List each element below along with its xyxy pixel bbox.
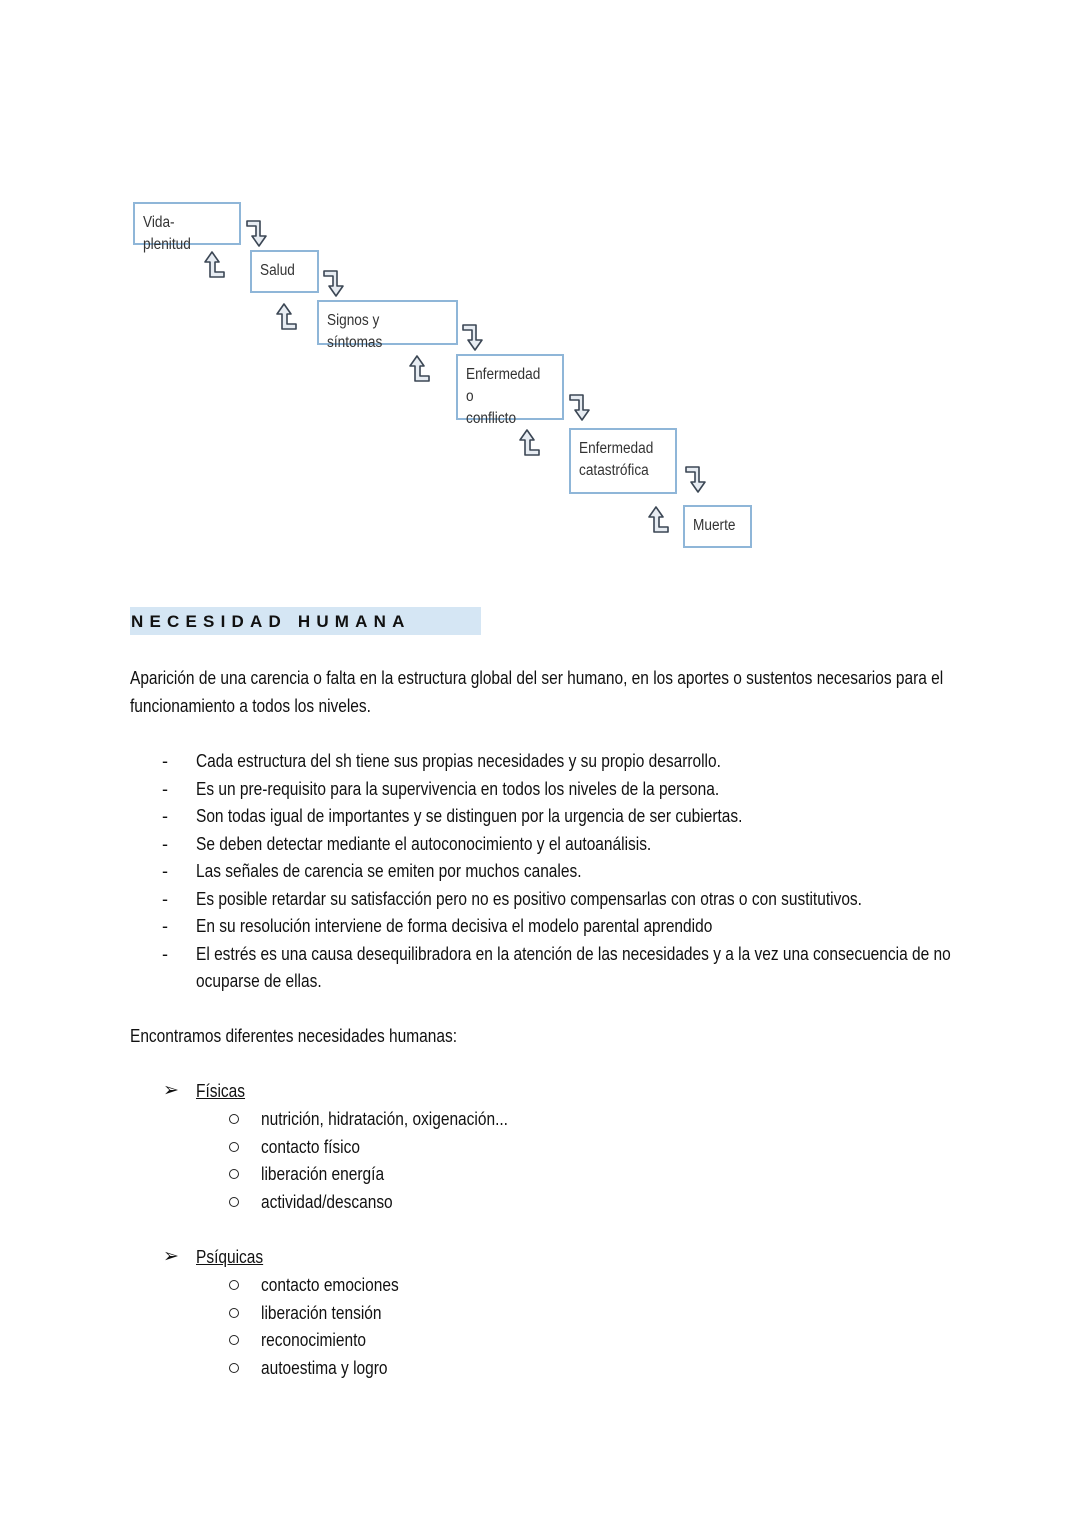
category-psiquicas: Psíquicas xyxy=(196,1247,264,1267)
sub-list-item: liberación tensión xyxy=(261,1303,382,1323)
circle-bullet-icon xyxy=(229,1280,239,1290)
diagram-box-signos: Signos y síntomas xyxy=(317,300,458,345)
section-heading xyxy=(130,607,481,635)
arrow-up-icon xyxy=(515,428,541,458)
list-item: Se deben detectar mediante el autoconocimiento y el autoanálisis. xyxy=(196,834,652,854)
circle-bullet-icon xyxy=(229,1308,239,1318)
arrow-down-icon xyxy=(245,218,271,248)
circle-bullet-icon xyxy=(229,1114,239,1124)
section-title: NECESIDAD HUMANA xyxy=(131,612,411,631)
circle-bullet-icon xyxy=(229,1169,239,1179)
list-item: Las señales de carencia se emiten por muchos canales. xyxy=(196,861,582,881)
list-item: Es posible retardar su satisfacción pero no es positivo compensarlas con otras o con sustitutivos. xyxy=(196,889,862,909)
list-item: En su resolución interviene de forma decisiva el modelo parental aprendido xyxy=(196,916,713,936)
circle-bullet-icon xyxy=(229,1363,239,1373)
diagram-box-enfermedad-conflicto: Enfermedad o conflicto xyxy=(456,354,564,420)
bullet-marker: - xyxy=(162,916,168,936)
arrow-down-icon xyxy=(322,268,348,298)
arrow-up-icon xyxy=(644,505,670,535)
bullet-marker: - xyxy=(162,944,168,964)
category-fisicas: Físicas xyxy=(196,1081,246,1101)
health-staircase-diagram xyxy=(0,0,1080,600)
list-item: Son todas igual de importantes y se distinguen por la urgencia de ser cubiertas. xyxy=(196,806,743,826)
arrow-down-icon xyxy=(461,322,487,352)
arrow-up-icon xyxy=(405,354,431,384)
list-item: Cada estructura del sh tiene sus propias necesidades y su propio desarrollo. xyxy=(196,751,721,771)
arrowhead-bullet-icon: ➢ xyxy=(163,1080,179,1101)
intro-text-line-2: funcionamiento a todos los niveles. xyxy=(130,696,371,716)
bullet-marker: - xyxy=(162,806,168,826)
bullet-marker: - xyxy=(162,751,168,771)
sub-list-item: reconocimiento xyxy=(261,1330,366,1350)
bullet-marker: - xyxy=(162,779,168,799)
bullet-marker: - xyxy=(162,889,168,909)
diagram-box-muerte: Muerte xyxy=(683,505,752,548)
circle-bullet-icon xyxy=(229,1142,239,1152)
list-item-continuation: ocuparse de ellas. xyxy=(196,971,322,991)
arrow-down-icon xyxy=(568,392,594,422)
sub-list-item: liberación energía xyxy=(261,1164,385,1184)
list-item: El estrés es una causa desequilibradora en la atención de las necesidades y a la vez una consecuencia de no xyxy=(196,944,951,964)
intro-text-line-1: Aparición de una carencia o falta en la estructura global del ser humano, en los aportes o sustentos necesarios para el xyxy=(130,668,944,688)
arrowhead-bullet-icon: ➢ xyxy=(163,1246,179,1267)
sub-list-item: contacto físico xyxy=(261,1137,360,1157)
diagram-box-vida-plenitud: Vida-plenitud xyxy=(133,202,241,245)
arrow-up-icon xyxy=(200,250,226,280)
sub-list-item: contacto emociones xyxy=(261,1275,399,1295)
types-intro: Encontramos diferentes necesidades humanas: xyxy=(130,1026,458,1046)
sub-list-item: autoestima y logro xyxy=(261,1358,388,1378)
sub-list-item: actividad/descanso xyxy=(261,1192,393,1212)
diagram-box-salud: Salud xyxy=(250,250,319,293)
circle-bullet-icon xyxy=(229,1335,239,1345)
diagram-box-enfermedad-catastrofica: Enfermedad catastrófica xyxy=(569,428,677,494)
bullet-marker: - xyxy=(162,834,168,854)
arrow-up-icon xyxy=(272,302,298,332)
sub-list-item: nutrición, hidratación, oxigenación... xyxy=(261,1109,508,1129)
bullet-marker: - xyxy=(162,861,168,881)
circle-bullet-icon xyxy=(229,1197,239,1207)
list-item: Es un pre-requisito para la supervivencia en todos los niveles de la persona. xyxy=(196,779,720,799)
arrow-down-icon xyxy=(684,464,710,494)
